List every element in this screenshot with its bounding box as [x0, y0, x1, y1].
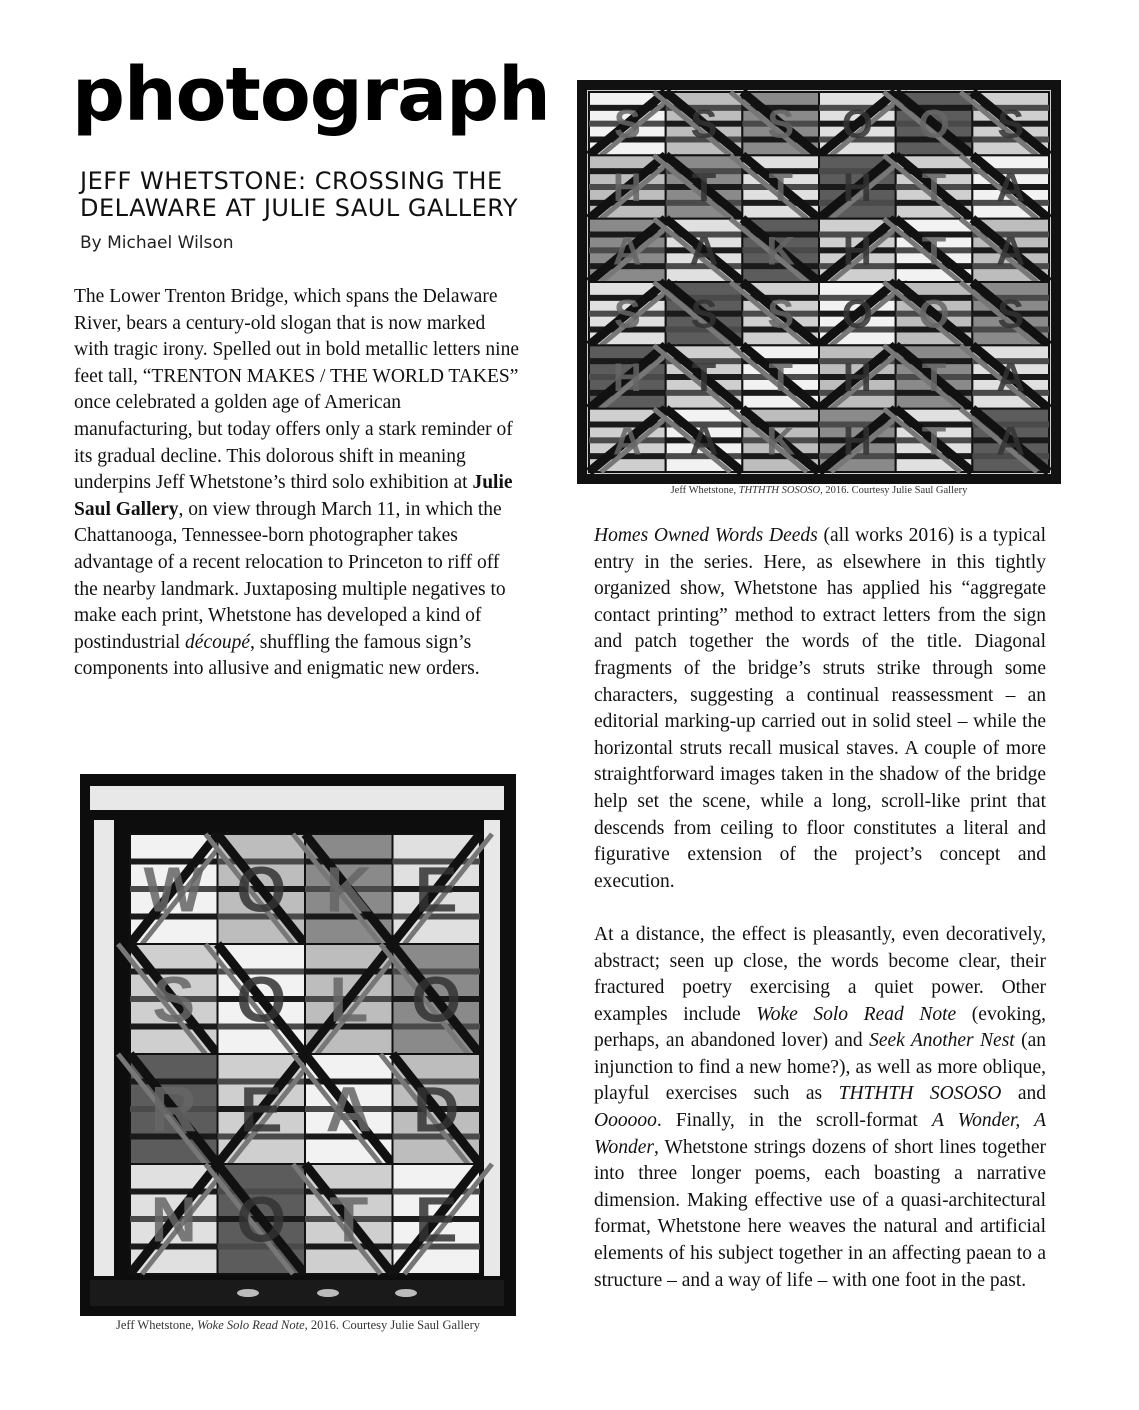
collage-letter: H — [612, 356, 642, 400]
collage-letter: O — [411, 963, 462, 1036]
collage-tile — [130, 834, 230, 944]
collage-tile — [393, 1164, 493, 1274]
collage-tile — [884, 345, 973, 408]
collage-letter: K — [325, 853, 372, 926]
collage-letter: A — [996, 419, 1026, 464]
collage-letter: T — [691, 356, 717, 400]
collage-letter: A — [996, 166, 1026, 210]
collage-letter: A — [612, 419, 642, 464]
collage-tile — [960, 345, 1049, 408]
collage-letter: O — [918, 102, 950, 147]
collage-letter: S — [997, 292, 1025, 337]
collage-letter: O — [841, 102, 873, 147]
collage-letter: T — [768, 166, 793, 210]
collage-letter: S — [152, 963, 196, 1036]
collage-letter: S — [767, 292, 795, 337]
collage-letter: S — [767, 102, 795, 147]
collage-letter: S — [613, 292, 641, 337]
collage-tile — [118, 944, 218, 1054]
collage-letter: A — [325, 1073, 372, 1146]
paragraph: At a distance, the effect is pleasantly, even decoratively, abstract; seen up close, the words become clear, their fractured poetry exercising a quiet power. Other examples include Woke Solo Read Note (evoking, perhaps, an abandoned lover) and Seek Another Nest (an injunction to find a new home?), as well as more oblique, playful exercises such as THTHTH SOSOSO and Oooooo. Finally, in the scroll-format A Wonder, A Wonder, Whetstone strings dozens of short lines together into three longer poems, each boasting a narrative dimension. Making effective use of a quasi-architectural format, Whetstone here weaves the natural and artificial elements of his subject together in an affecting paean to a structure – and a way of life – with one foot in the past. — [594, 923, 1047, 1291]
paragraph: Homes Owned Words Deeds (all works 2016) is a typical entry in the series. Here, as elsewhere in this tightly organized show, Whetstone has applied his “aggregate contact printing” method to extract letters from the sign and patch together the words of the title. Diagonal fragments of the bridge’s struts strike through some characters, suggesting a continual reassessment – an editorial marking-up carried out in solid steel – while the horizontal struts recall musical staves. A couple of more straightforward images taken in the shadow of the bridge help set the scene, while a long, scroll-like print that descends from ceiling to floor constitutes a literal and figurative extension of the project’s concept and execution. — [594, 525, 1046, 892]
collage-tile — [381, 944, 481, 1054]
collage-tile — [293, 1164, 393, 1274]
collage-tile — [730, 282, 819, 345]
collage-letter: A — [689, 419, 719, 464]
collage-tile — [118, 1054, 218, 1164]
collage-tile — [206, 1164, 306, 1274]
collage-tile — [305, 944, 405, 1054]
collage-letter: A — [996, 229, 1026, 274]
collage-letter: T — [921, 166, 947, 210]
collage-tile — [884, 219, 973, 282]
collage-letter: T — [768, 356, 793, 400]
collage-tile — [293, 1054, 393, 1164]
collage-letter: S — [690, 102, 718, 147]
artwork-caption: Jeff Whetstone, THTHTH SOSOSO, 2016. Courtesy Julie Saul Gallery — [670, 485, 968, 496]
collage-tile — [654, 219, 743, 282]
collage-letter: A — [689, 229, 719, 274]
collage-letter: O — [236, 963, 287, 1036]
collage-letter: T — [691, 166, 717, 210]
collage-tile — [654, 409, 743, 472]
collage-letter: R — [150, 1073, 197, 1146]
collage-letter: A — [996, 356, 1026, 400]
article-headline: JEFF WHETSTONE: CROSSING THE DELAWARE AT JULIE SAUL GALLERY — [80, 167, 519, 222]
collage-tile — [730, 345, 819, 408]
collage-letter: E — [239, 1073, 283, 1146]
collage-letter: H — [842, 419, 872, 464]
collage-letter: K — [766, 419, 796, 464]
collage-letter: L — [329, 963, 369, 1036]
collage-letter: S — [613, 102, 641, 147]
collage-tile — [730, 155, 819, 218]
bolt-hole — [395, 1289, 417, 1297]
collage-letter: D — [413, 1073, 460, 1146]
collage-tile — [654, 282, 743, 345]
collage-tile — [293, 834, 393, 944]
collage-tile — [730, 219, 819, 282]
artwork-caption: Jeff Whetstone, Woke Solo Read Note, 2016. Courtesy Julie Saul Gallery — [116, 1318, 480, 1332]
collage-letter: H — [842, 356, 872, 400]
gallery-name: Julie Saul Gallery — [74, 472, 513, 520]
article-left-column — [74, 284, 522, 683]
bolt-hole — [237, 1289, 259, 1297]
collage-letter: O — [236, 1183, 287, 1256]
collage-letter: H — [612, 166, 642, 210]
collage-letter: S — [997, 102, 1025, 147]
artwork-title: Homes Owned Words Deeds — [594, 525, 818, 546]
collage-tile — [960, 92, 1049, 155]
collage-tile — [393, 834, 493, 944]
collage-tile — [960, 155, 1049, 218]
collage-tile — [654, 92, 743, 155]
collage-letter: W — [143, 853, 204, 926]
collage-tile — [218, 1054, 318, 1164]
collage-tile — [884, 409, 973, 472]
collage-tile — [730, 409, 819, 472]
byline: By Michael Wilson — [80, 233, 234, 253]
collage-letter: H — [842, 166, 872, 210]
collage-tile — [381, 1054, 481, 1164]
collage-tile — [206, 944, 306, 1054]
collage-tile — [730, 92, 819, 155]
collage-tile — [654, 345, 743, 408]
collage-letter: O — [236, 853, 287, 926]
bolt-hole — [317, 1289, 339, 1297]
masthead: photograph — [72, 52, 550, 138]
collage-tile — [960, 409, 1049, 472]
article-right-column — [594, 523, 1046, 1294]
collage-letter: T — [921, 229, 947, 274]
collage-letter: A — [612, 229, 642, 274]
collage-letter: T — [921, 419, 947, 464]
collage-letter: O — [841, 292, 873, 337]
collage-letter: T — [329, 1183, 369, 1256]
artwork-image-woke-solo-read-note — [80, 774, 516, 1316]
collage-letter: H — [842, 229, 872, 274]
collage-tile — [884, 282, 973, 345]
collage-letter: E — [414, 1183, 458, 1256]
collage-letter: E — [414, 853, 458, 926]
collage-letter: O — [918, 292, 950, 337]
collage-tile — [960, 219, 1049, 282]
collage-tile — [130, 1164, 230, 1274]
collage-letter: N — [150, 1183, 197, 1256]
artwork-image-ththth-sososo — [577, 80, 1061, 484]
collage-tile — [884, 92, 973, 155]
collage-tile — [960, 282, 1049, 345]
collage-tile — [206, 834, 306, 944]
collage-letter: T — [921, 356, 947, 400]
paragraph: The Lower Trenton Bridge, which spans the Delaware River, bears a century-old slogan that is now marked with tragic irony. Spelled out in bold metallic letters nine feet tall, “TRENTON MAKES / THE WORLD TAKES” once celebrated a golden age of American manufacturing, but today offers only a stark reminder of its gradual decline. This dolorous shift in meaning underpins Jeff Whetstone’s third solo exhibition at Julie Saul Gallery, on view through March 11, in which the Chattanooga, Tennessee-born photographer takes advantage of a recent relocation to Princeton to riff off the nearby landmark. Juxtaposing multiple negatives to make each print, Whetstone has developed a kind of postindustrial découpé, shuffling the famous sign’s components into allusive and enigmatic new orders. — [74, 286, 519, 680]
collage-letter: K — [766, 229, 796, 274]
collage-tile — [884, 155, 973, 218]
collage-letter: S — [690, 292, 718, 337]
collage-tile — [654, 155, 743, 218]
